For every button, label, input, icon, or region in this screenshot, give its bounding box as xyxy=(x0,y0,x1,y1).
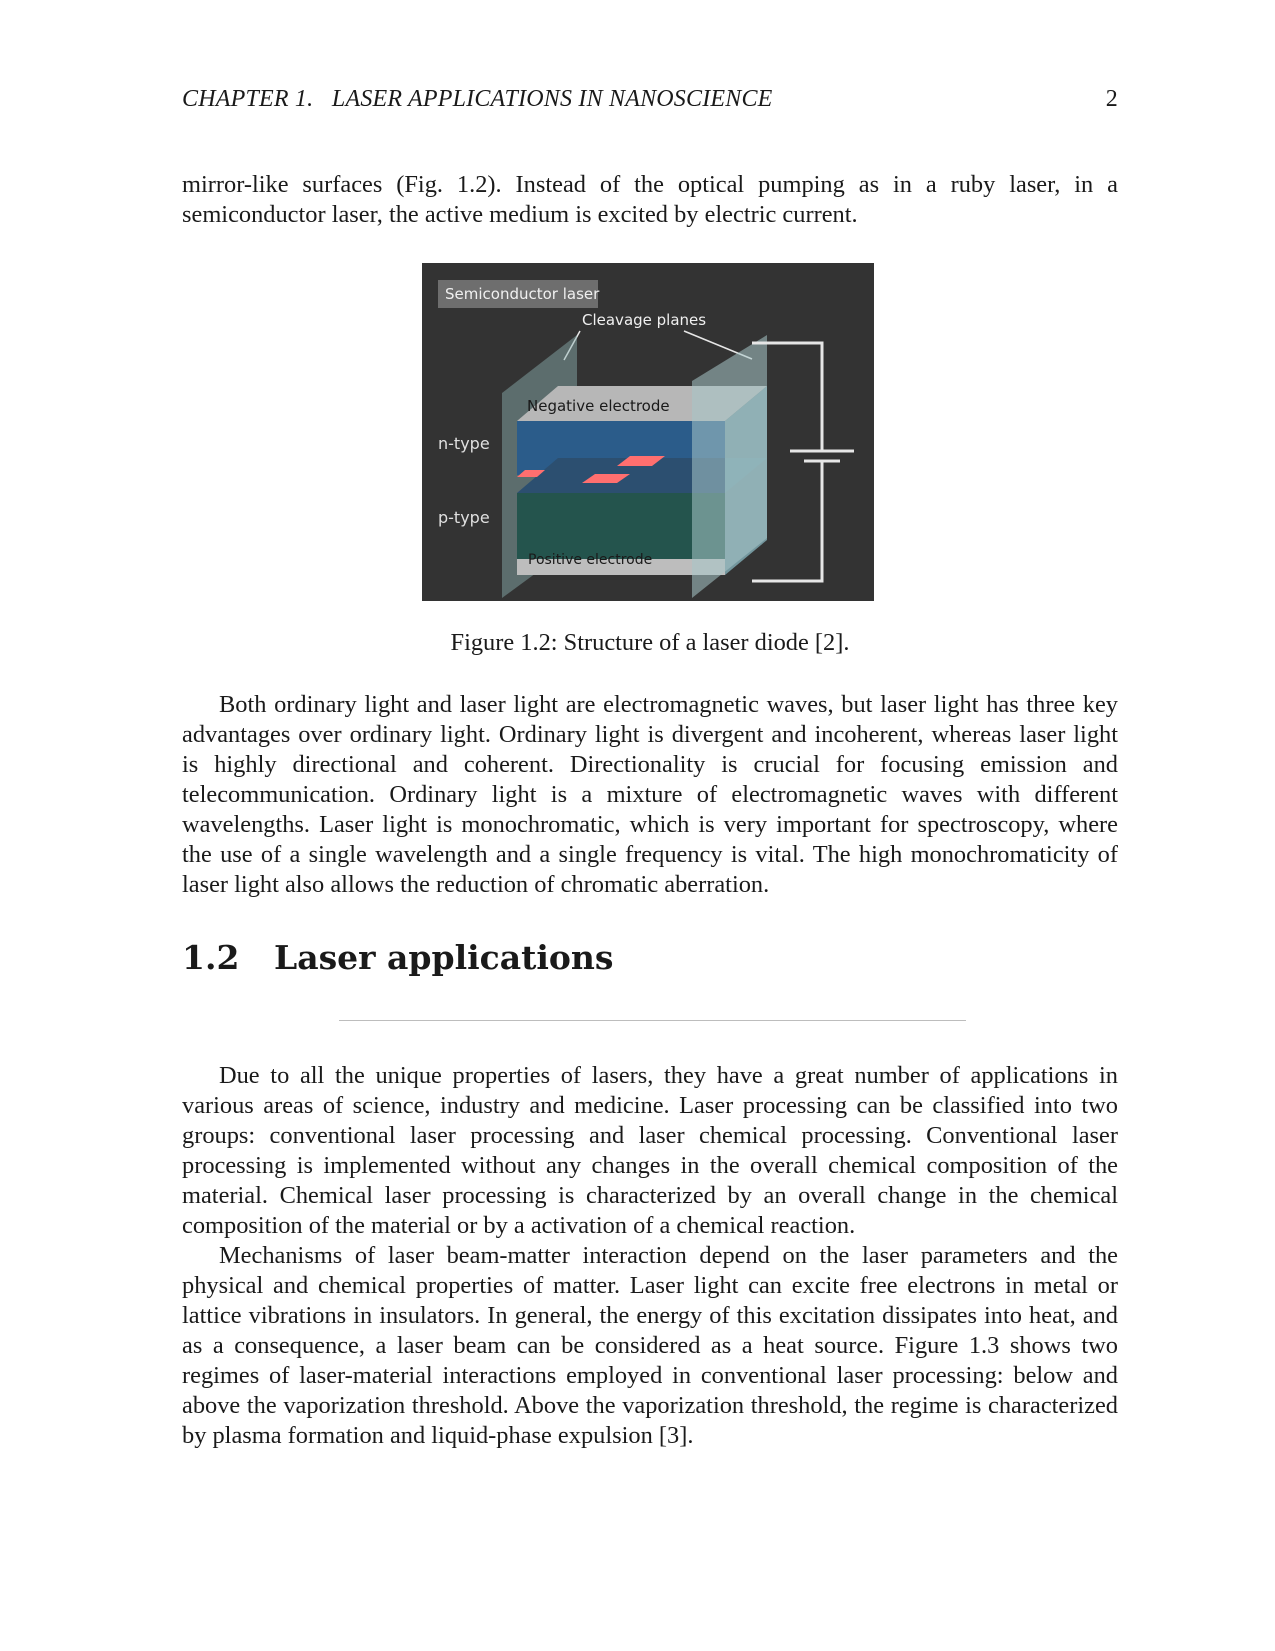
chapter-title: CHAPTER 1. LASER APPLICATIONS IN NANOSCIENCE xyxy=(182,86,773,112)
p-type-label: p-type xyxy=(438,508,490,527)
laser-diode-diagram xyxy=(422,263,874,601)
section-number: 1.2 xyxy=(182,938,240,977)
section-title: Laser applications xyxy=(274,938,614,977)
figure-caption: Figure 1.2: Structure of a laser diode [2]. xyxy=(450,629,850,656)
running-header xyxy=(182,86,1118,113)
figure-title-label: Semiconductor laser xyxy=(445,285,600,303)
document-page xyxy=(182,0,1118,1651)
intro-paragraph: mirror-like surfaces (Fig. 1.2). Instead of the optical pumping as in a ruby laser, in a semiconductor laser, the active medium is excited by electric current. xyxy=(182,171,1118,228)
laser-diode-figure xyxy=(422,263,874,601)
n-type-label: n-type xyxy=(438,434,490,453)
page-number: 2 xyxy=(1105,86,1118,112)
cleavage-planes-label: Cleavage planes xyxy=(582,311,707,329)
mechanisms-paragraph: Mechanisms of laser beam-matter interaction depend on the laser parameters and the physical and chemical properties of matter. Laser light can excite free electrons in metal or lattice vibrations in insulators. In general, the energy of this excitation dissipates into heat, and as a consequence, a laser beam can be considered as a heat source. Figure 1.3 shows two regimes of laser-material interactions employed in conventional laser processing: below and above the vaporization threshold. Above the vaporization threshold, the regime is characterized by plasma formation and liquid-phase expulsion [3]. xyxy=(182,1242,1118,1449)
light-comparison-paragraph: Both ordinary light and laser light are electromagnetic waves, but laser light has three key advantages over ordinary light. Ordinary light is divergent and incoherent, whereas laser light is highly directional and coherent. Directionality is crucial for focusing emission and telecommunication. Ordinary light is a mixture of electromagnetic waves with different wavelengths. Laser light is monochromatic, which is very important for spectroscopy, where the use of a single wavelength and a single frequency is vital. The high monochromaticity of laser light also allows the reduction of chromatic aberration. xyxy=(182,691,1118,898)
section-heading xyxy=(182,938,1118,977)
applications-paragraph: Due to all the unique properties of lasers, they have a great number of applications in various areas of science, industry and medicine. Laser processing can be classified into two groups: conventional laser processing and laser chemical processing. Conventional laser processing is implemented without any changes in the overall chemical composition of the material. Chemical laser processing is characterized by an overall change in the chemical composition of the material or by a activation of a chemical reaction. xyxy=(182,1062,1118,1239)
negative-electrode-label: Negative electrode xyxy=(527,397,670,415)
positive-electrode-label: Positive electrode xyxy=(528,552,653,568)
horizontal-divider xyxy=(339,1020,966,1021)
